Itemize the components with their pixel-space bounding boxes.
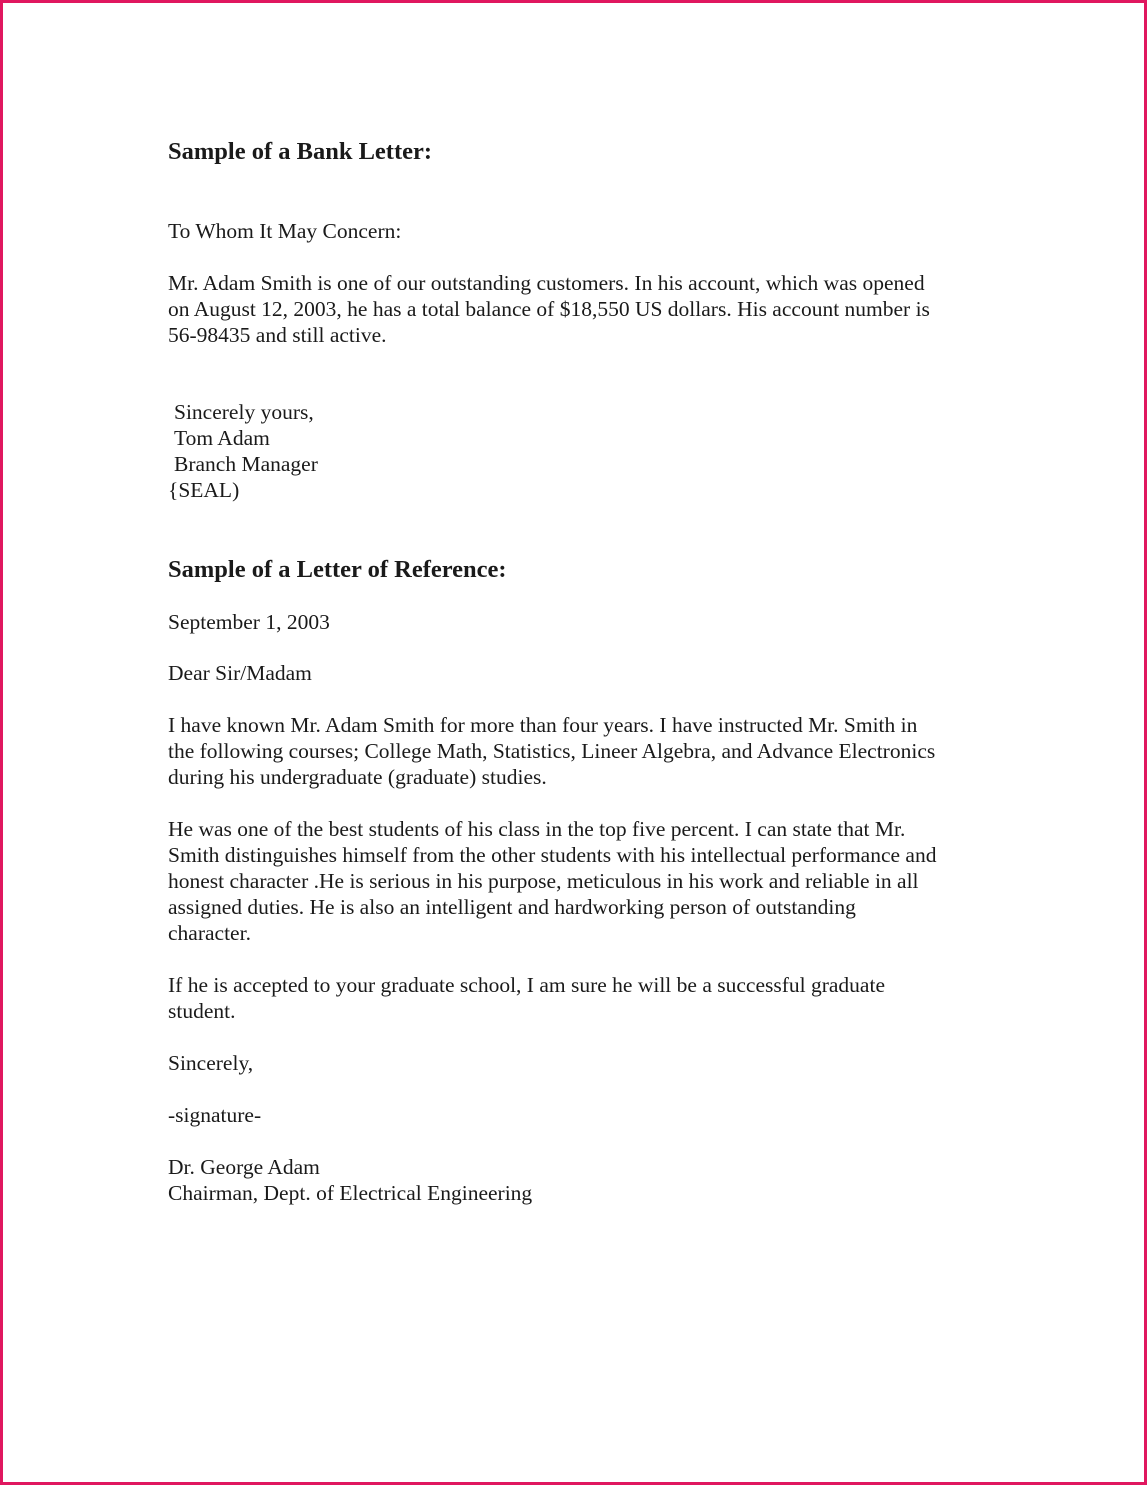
reference-letter-paragraph-3 [168,972,988,1024]
reference-letter-salutation: Dear Sir/Madam [168,661,312,685]
paragraph-line: He was one of the best students of his class in the top five percent. I can state that Mr. [168,817,906,841]
bank-letter-closing: Sincerely yours, [174,400,314,424]
reference-letter-closing: Sincerely, [168,1051,254,1075]
bank-letter-signer-name: Tom Adam [174,426,270,450]
document-content [168,137,988,1206]
reference-letter-paragraph-1 [168,712,988,790]
reference-letter-signer-block [168,1154,988,1206]
paragraph-line: I have known Mr. Adam Smith for more than four years. I have instructed Mr. Smith in [168,713,918,737]
reference-letter-signature: -signature- [168,1103,262,1127]
paragraph-line: student. [168,999,236,1023]
reference-letter-date: September 1, 2003 [168,610,330,634]
bank-letter-seal: {SEAL) [168,478,240,502]
bank-letter-salutation: To Whom It May Concern: [168,219,402,243]
reference-letter-signer-title: Chairman, Dept. of Electrical Engineering [168,1181,533,1205]
bank-letter-body-line: 56-98435 and still active. [168,323,387,347]
paragraph-line: character. [168,921,251,945]
bank-letter-body [168,270,988,348]
paragraph-line: honest character .He is serious in his purpose, meticulous in his work and reliable in all [168,869,919,893]
paragraph-line: the following courses; College Math, Statistics, Lineer Algebra, and Advance Electronics [168,739,936,763]
bank-letter-body-line: Mr. Adam Smith is one of our outstanding customers. In his account, which was opened [168,271,925,295]
bank-letter-body-line: on August 12, 2003, he has a total balance of $18,550 US dollars. His account number is [168,297,930,321]
paragraph-line: assigned duties. He is also an intelligent and hardworking person of outstanding [168,895,856,919]
bank-letter-heading: Sample of a Bank Letter: [168,138,433,165]
paragraph-line: If he is accepted to your graduate school, I am sure he will be a successful graduate [168,973,885,997]
paragraph-line: Smith distinguishes himself from the other students with his intellectual performance and [168,843,937,867]
reference-letter-signer-name: Dr. George Adam [168,1155,320,1179]
reference-letter-heading: Sample of a Letter of Reference: [168,556,507,583]
paragraph-line: during his undergraduate (graduate) studies. [168,765,547,789]
bank-letter-signature-block [168,399,988,503]
bank-letter-signer-title: Branch Manager [174,452,318,476]
reference-letter-paragraph-2 [168,816,988,946]
